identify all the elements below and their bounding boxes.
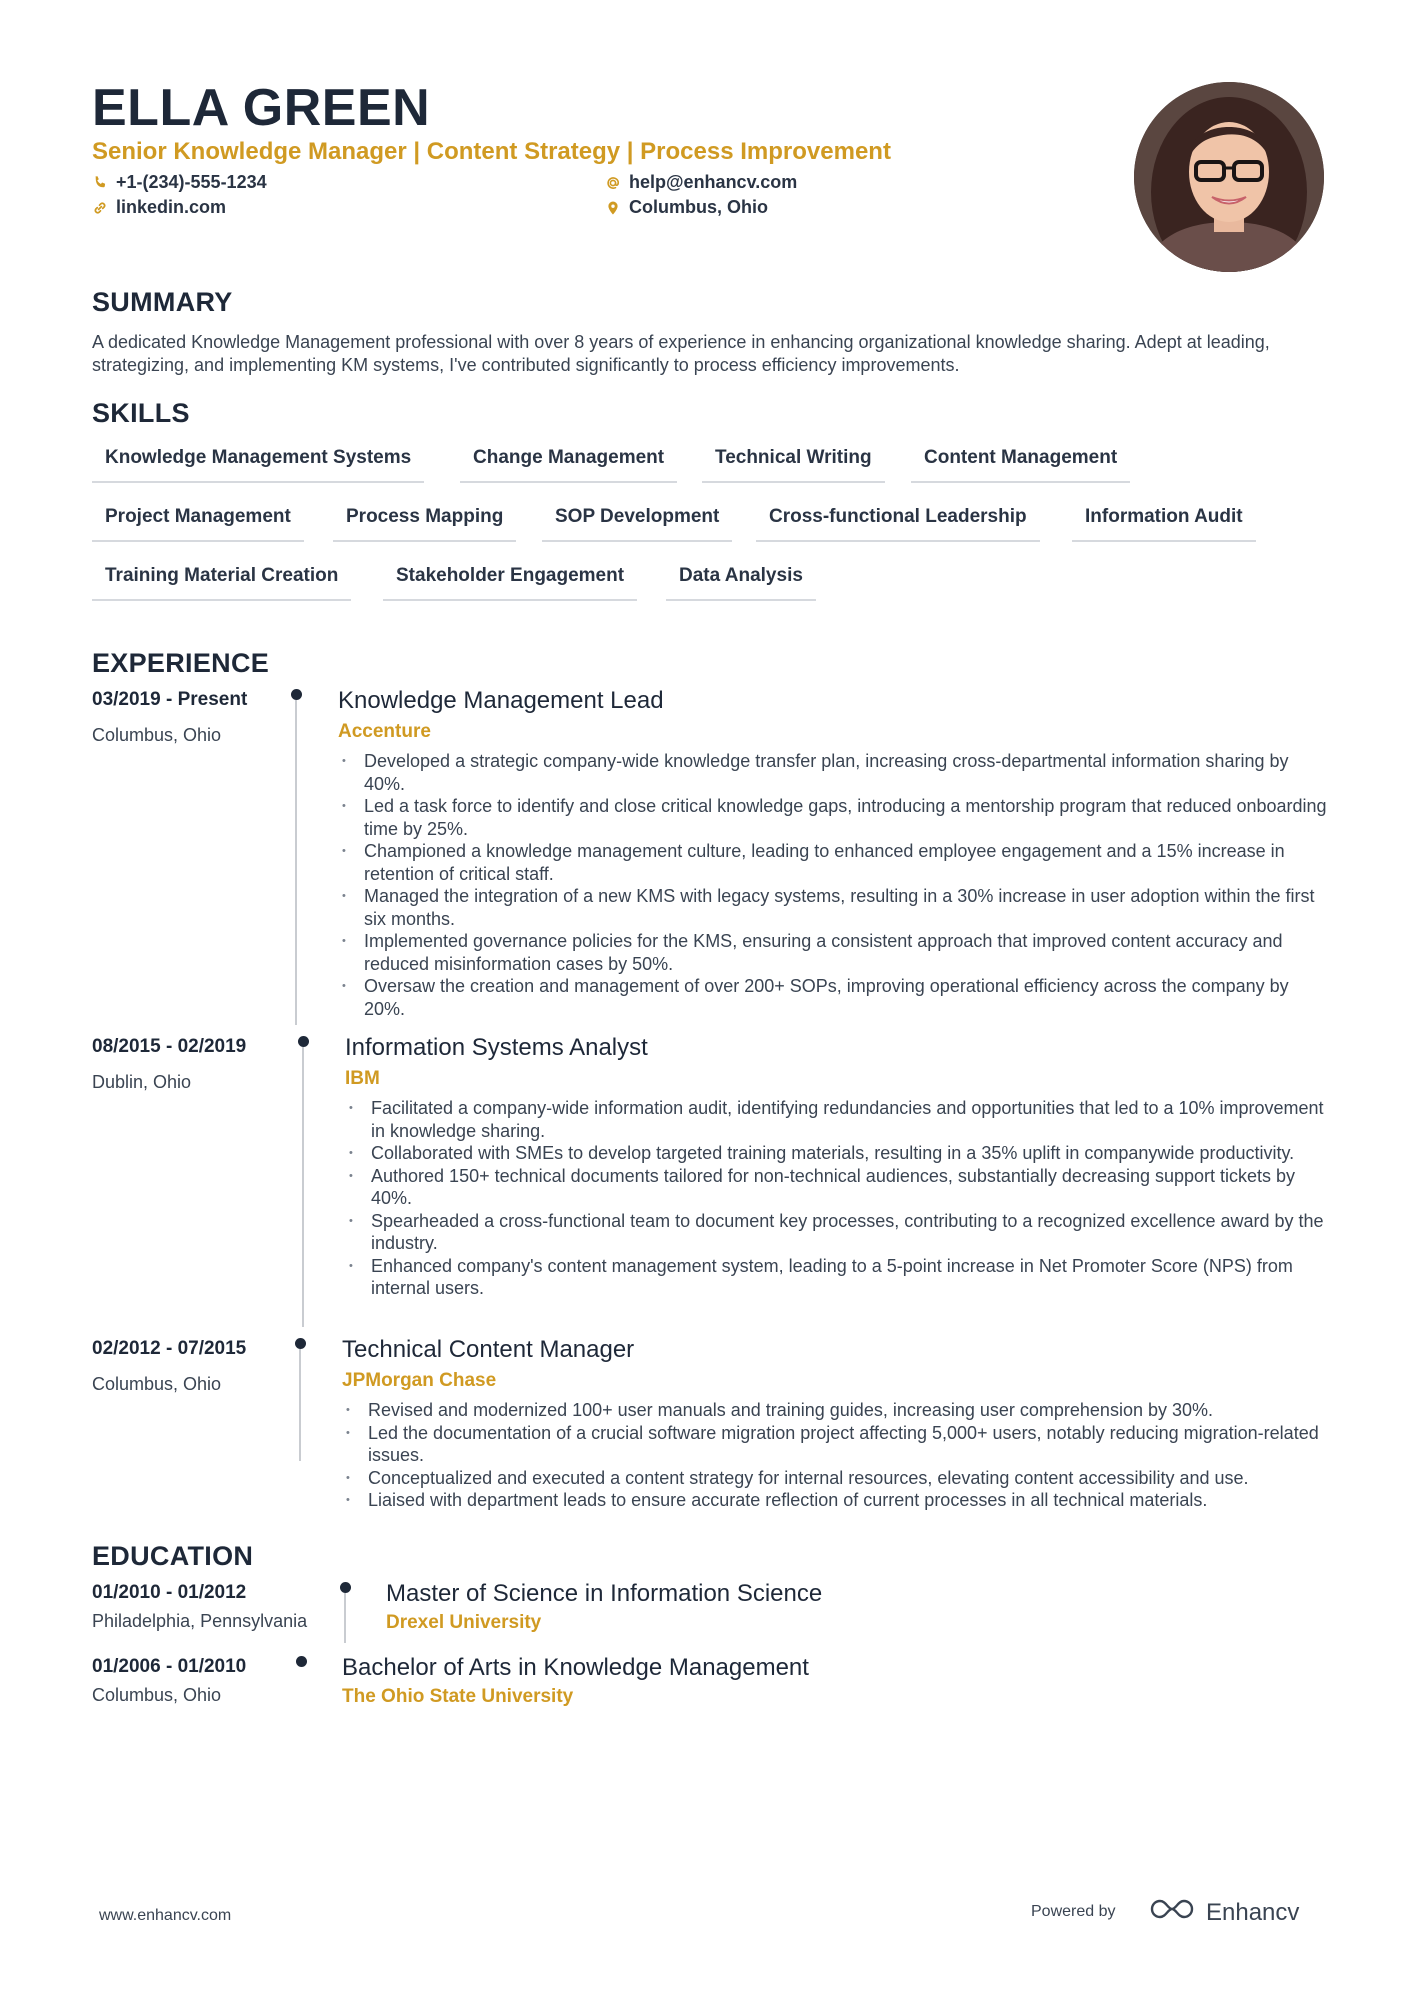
job-bullet: • Spearheaded a cross-functional team to document key processes, contributing to a recognized excellence award by the industry. bbox=[345, 1210, 1330, 1255]
skill-tag: Training Material Creation bbox=[92, 565, 351, 601]
job-location: Columbus, Ohio bbox=[92, 1374, 222, 1394]
powered-by-label: Powered by bbox=[1031, 1903, 1116, 1920]
skill-tag: Content Management bbox=[911, 447, 1130, 483]
skill-tag: Project Management bbox=[92, 506, 304, 542]
contact-phone-text: +1-(234)-555-1234 bbox=[116, 172, 267, 192]
job-company: IBM bbox=[345, 1068, 380, 1089]
job-bullet: • Developed a strategic company-wide knowledge transfer plan, increasing cross-departmental information sharing by 40%. bbox=[338, 750, 1328, 795]
skill-tag: Change Management bbox=[460, 447, 677, 483]
education-degree: Master of Science in Information Science bbox=[386, 1580, 823, 1607]
timeline-line bbox=[302, 1047, 304, 1327]
summary-title: SUMMARY bbox=[92, 287, 233, 317]
candidate-headline: Senior Knowledge Manager | Content Strategy | Process Improvement bbox=[92, 138, 891, 165]
job-company: JPMorgan Chase bbox=[342, 1370, 497, 1391]
location-pin-icon bbox=[605, 200, 621, 216]
job-bullet: • Facilitated a company-wide information audit, identifying redundancies and opportunities that led to a 10% improvement in knowledge sharing. bbox=[345, 1097, 1330, 1142]
contact-linkedin-text[interactable]: linkedin.com bbox=[116, 197, 227, 217]
skill-tag: Stakeholder Engagement bbox=[383, 565, 637, 601]
job-bullet: • Enhanced company's content management system, leading to a 5-point increase in Net Promoter Score (NPS) from internal users. bbox=[345, 1255, 1330, 1300]
timeline-dot bbox=[295, 1338, 306, 1349]
skill-tag: Information Audit bbox=[1072, 506, 1256, 542]
education-school: The Ohio State University bbox=[342, 1686, 574, 1707]
job-location: Dublin, Ohio bbox=[92, 1072, 192, 1092]
contact-phone bbox=[92, 172, 267, 193]
enhancv-logo[interactable] bbox=[1148, 1896, 1299, 1929]
job-bullets bbox=[342, 1399, 1332, 1512]
job-dates: 03/2019 - Present bbox=[92, 689, 248, 710]
job-role: Information Systems Analyst bbox=[345, 1034, 648, 1061]
footer-url[interactable]: www.enhancv.com bbox=[99, 1907, 232, 1924]
at-icon bbox=[605, 175, 621, 191]
job-bullet: • Oversaw the creation and management of over 200+ SOPs, improving operational efficiency across the company by 20%. bbox=[338, 975, 1328, 1020]
education-dates: 01/2010 - 01/2012 bbox=[92, 1582, 247, 1603]
education-dates: 01/2006 - 01/2010 bbox=[92, 1656, 247, 1677]
job-role: Knowledge Management Lead bbox=[338, 687, 664, 714]
job-bullet: • Collaborated with SMEs to develop targeted training materials, resulting in a 35% uplift in companywide productivity. bbox=[345, 1142, 1330, 1165]
enhancv-logo-icon bbox=[1148, 1896, 1196, 1929]
job-bullet: • Conceptualized and executed a content strategy for internal resources, elevating content accessibility and use. bbox=[342, 1467, 1332, 1490]
skills-title: SKILLS bbox=[92, 398, 190, 428]
avatar bbox=[1134, 82, 1324, 272]
job-bullet: • Liaised with department leads to ensure accurate reflection of current processes in all technical materials. bbox=[342, 1489, 1332, 1512]
skill-tag: Technical Writing bbox=[702, 447, 885, 483]
job-bullet: • Championed a knowledge management culture, leading to enhanced employee engagement and a 15% increase in retention of critical staff. bbox=[338, 840, 1328, 885]
job-dates: 02/2012 - 07/2015 bbox=[92, 1338, 247, 1359]
enhancv-logo-text: Enhancv bbox=[1206, 1898, 1300, 1926]
skill-tag: Process Mapping bbox=[333, 506, 516, 542]
timeline-dot bbox=[291, 689, 302, 700]
contact-location-text: Columbus, Ohio bbox=[629, 197, 768, 217]
contact-linkedin[interactable] bbox=[92, 197, 226, 218]
job-bullet: • Led the documentation of a crucial software migration project affecting 5,000+ users, notably reducing migration-related issues. bbox=[342, 1422, 1332, 1467]
education-title: EDUCATION bbox=[92, 1541, 254, 1571]
contact-email-text[interactable]: help@enhancv.com bbox=[629, 172, 798, 192]
job-bullet: • Revised and modernized 100+ user manuals and training guides, increasing user comprehension by 30%. bbox=[342, 1399, 1332, 1422]
job-bullet: • Managed the integration of a new KMS with legacy systems, resulting in a 30% increase in user adoption within the first six months. bbox=[338, 885, 1328, 930]
timeline-line bbox=[295, 700, 297, 1025]
timeline-line bbox=[344, 1593, 346, 1643]
job-bullets bbox=[345, 1097, 1330, 1300]
education-school: Drexel University bbox=[386, 1612, 542, 1633]
contact-location bbox=[605, 197, 768, 218]
education-degree: Bachelor of Arts in Knowledge Management bbox=[342, 1654, 809, 1681]
job-bullet: • Implemented governance policies for the KMS, ensuring a consistent approach that improved content accuracy and reduced misinformation cases by 50%. bbox=[338, 930, 1328, 975]
education-location: Columbus, Ohio bbox=[92, 1685, 222, 1705]
contact-email[interactable] bbox=[605, 172, 797, 193]
job-bullet: • Led a task force to identify and close critical knowledge gaps, introducing a mentorship program that reduced onboarding time by 25%. bbox=[338, 795, 1328, 840]
candidate-name: ELLA GREEN bbox=[92, 79, 431, 137]
timeline-dot bbox=[296, 1656, 307, 1667]
phone-icon bbox=[92, 175, 108, 191]
job-company: Accenture bbox=[338, 721, 431, 742]
timeline-dot bbox=[298, 1036, 309, 1047]
job-bullet: • Authored 150+ technical documents tailored for non-technical audiences, substantially decreasing support tickets by 40%. bbox=[345, 1165, 1330, 1210]
skill-tag: Cross-functional Leadership bbox=[756, 506, 1040, 542]
timeline-line bbox=[299, 1349, 301, 1461]
timeline-dot bbox=[340, 1582, 351, 1593]
job-location: Columbus, Ohio bbox=[92, 725, 222, 745]
experience-title: EXPERIENCE bbox=[92, 648, 270, 678]
job-bullets bbox=[338, 750, 1328, 1020]
job-role: Technical Content Manager bbox=[342, 1336, 635, 1363]
skill-tag: Data Analysis bbox=[666, 565, 816, 601]
skill-tag: Knowledge Management Systems bbox=[92, 447, 424, 483]
summary-text: A dedicated Knowledge Management professional with over 8 years of experience in enhancing organizational knowledge sharing. Adept at leading, strategizing, and implementing KM systems, I've contributed significantly to process efficiency improvements. bbox=[92, 332, 1270, 375]
skill-tag: SOP Development bbox=[542, 506, 732, 542]
education-location: Philadelphia, Pennsylvania bbox=[92, 1611, 308, 1631]
link-icon bbox=[92, 200, 108, 216]
job-dates: 08/2015 - 02/2019 bbox=[92, 1036, 247, 1057]
